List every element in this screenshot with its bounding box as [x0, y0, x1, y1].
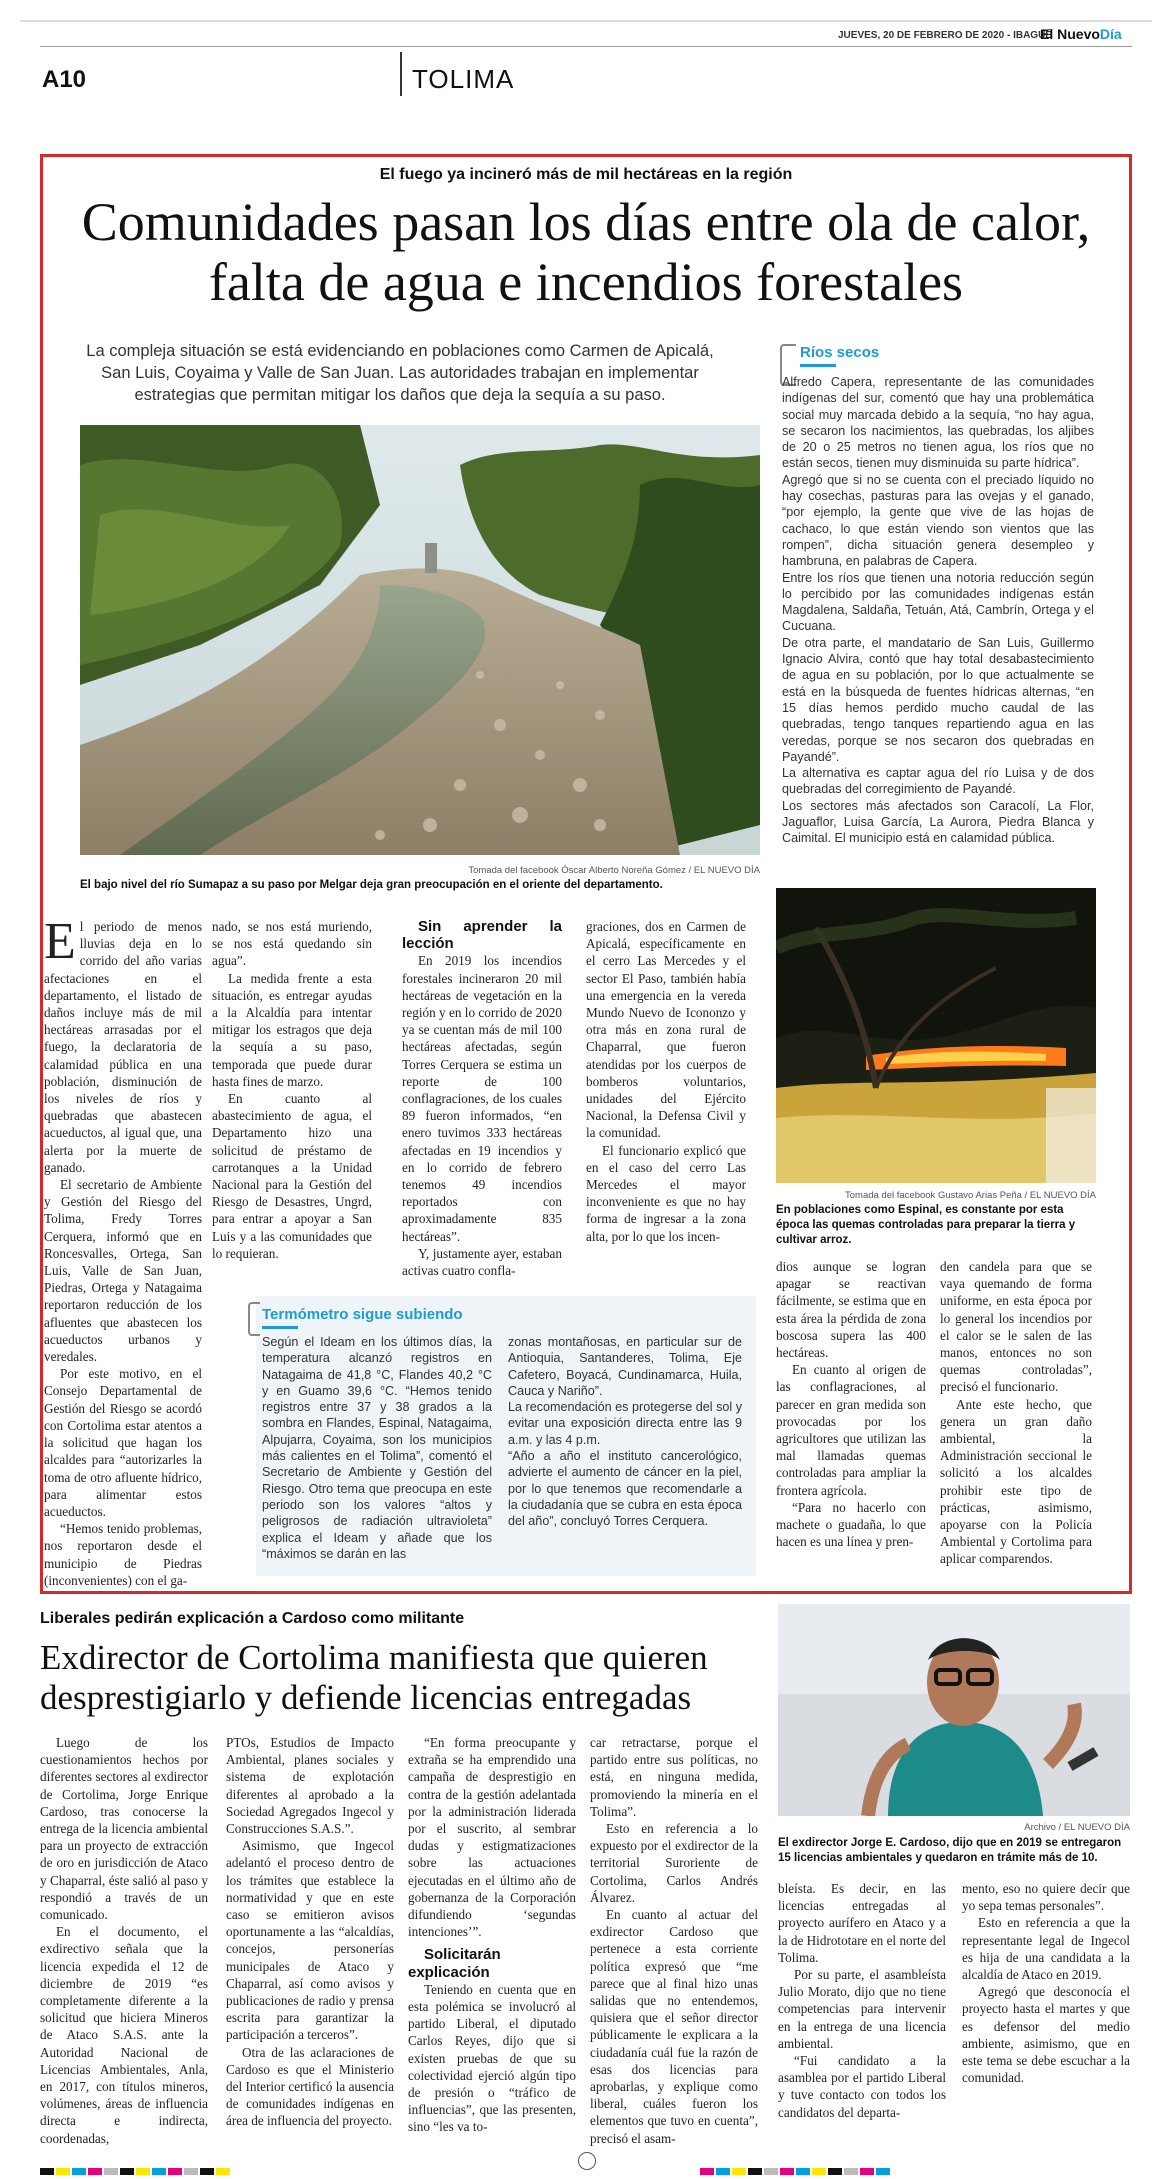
box-paragraph: La recomendación es protegerse del sol y evitar una exposición directa entre las 9 a.m. y las 4 p.m.	[508, 1400, 742, 1447]
sidebar-body	[782, 374, 1094, 847]
cardoso-photo-credit: Archivo / EL NUEVO DÍA	[1024, 1822, 1130, 1833]
article1-paragraph: Y, justamente ayer, estaban activas cuatro confla-	[402, 1245, 562, 1279]
sidebar-title-underline	[800, 364, 836, 367]
box-title: Termómetro sigue subiendo	[262, 1306, 463, 1323]
article2-paragraph: Luego de los cuestionamientos hechos por diferentes sectores al exdirector de Cortolima, Jorge Enrique Cardoso, tras conocerse la entrega de la licencia ambiental para un proyecto de extracción de oro en jurisdicción de Ataco y Chaparral, éste salió al paso y respondió a través de un comunicado.	[40, 1735, 208, 1923]
drop-cap: E	[44, 913, 76, 970]
article1-paragraph: En cuanto al abastecimiento de agua, el Departamento hizo una solicitud de préstamo de carrotanques a la Unidad Nacional para la Gestión del Riesgo de Desastres, Ungrd, para entrar a apoyar a San Luis y a las comunidades que lo requieran.	[212, 1091, 372, 1261]
article1-subhead: Sin aprender la lección	[402, 918, 562, 953]
article1-paragraph: Por este motivo, en el Consejo Departamental de Gestión del Riesgo se acordó con Cortolima estar atentos a la solicitud que hagan los alcaldes para “autorizarles la toma de otro afluente hídrico, para alimentar estos acueductos.	[44, 1366, 202, 1519]
sidebar-paragraph: La alternativa es captar agua del río Luisa y de dos quebradas del corregimiento de Payandé.	[782, 766, 1094, 797]
article2-paragraph: Esto en referencia a que la representante legal de Ingecol es hija de una candidata a la alcaldía de Ataco en 2019.	[962, 1915, 1130, 1983]
river-illustration	[80, 425, 760, 855]
article1-kicker: El fuego ya incineró más de mil hectáreas en la región	[379, 166, 793, 183]
article2-paragraph: “En forma preocupante y extraña se ha emprendido una campaña de desprestigio en contra de la gestión adelantada por la administración liderada por el suscrito, al sembrar dudas y estigmatizaciones sobre las actuaciones ejecutadas en el último año de gobernanza de la Corporación difundiendo ‘segundas intenciones’”.	[408, 1735, 576, 1940]
sidebar-paragraph: Alfredo Capera, representante de las comunidades indígenas del sur, comentó que hay una problemática social muy marcada debido a la sequía, “no hay agua, se secaron los nacimientos, las quebradas, los aljibes de 20 o 25 metros no tienen agua, los ríos que no están secos, tienen muy disminuida su parte hídrica”.	[782, 375, 1094, 471]
article1-lead: La compleja situación se está evidenciando en poblaciones como Carmen de Apicalá, San Luis, Coyaima y Valle de San Juan. Las autoridades trabajan en implementar estrategias que permitan mitigar los daños que deja la sequía a su paso.	[86, 342, 714, 404]
article2-column-2	[226, 1734, 394, 2130]
article1-paragraph: “Para no hacerlo con machete o guadaña, lo que hacen es una línea y pren-	[776, 1499, 926, 1550]
article2-column-1	[40, 1734, 208, 2147]
fire-photo-credit: Tomada del facebook Gustavo Arias Peña / EL NUEVO DÍA	[845, 1190, 1096, 1201]
fire-photo	[776, 888, 1096, 1183]
article1-paragraph: graciones, dos en Carmen de Apicalá, específicamente en el cerro Las Mercedes y el sector El Paso, también había una emergencia en la vereda Mundo Nuevo de Icononzo y otra más en zona rural de Chaparral, que fueron atendidas por los cuerpos de bomberos voluntarios, unidades del Ejército Nacional, la Defensa Civil y la comunidad.	[586, 919, 746, 1141]
river-photo-credit: Tomada del facebook Óscar Alberto Noreña Gómez / EL NUEVO DÍA	[468, 865, 760, 876]
article2-paragraph: mento, eso no quiere decir que yo sepa temas personales”.	[962, 1881, 1130, 1914]
sidebar-title: Ríos secos	[800, 344, 880, 361]
article1-paragraph: “Hemos tenido problemas, nos reportaron desde el municipio de Piedras (inconvenientes) con el ga-	[44, 1521, 202, 1588]
article2-paragraph: “Fui candidato a la asamblea por el partido Liberal y tuve contacto con todos los candidatos del departa-	[778, 2053, 946, 2120]
article2-paragraph: PTOs, Estudios de Impacto Ambiental, planes sociales y sistema de explotación diferentes al aprobado a la Sociedad Agregados Ingecol y Construcciones S.A.S.”.	[226, 1735, 394, 1837]
article2-column-4	[590, 1734, 758, 2147]
article2-paragraph: En cuanto al actuar del exdirector Cardoso que pertenece a esta corriente política expresó que “me parece que al final hizo unas salidas que no entendemos, quisiera que el señor director públicamente le explicara a la ciudadanía cuál fue la razón de esas dos licencias para aprobarlas, y explique como liberal, cuáles fueron los elementos que tuvo en cuenta”, precisó el asam-	[590, 1907, 758, 2146]
brand-prefix: El Nuevo	[1040, 26, 1100, 42]
article2-paragraph: Por su parte, el asambleísta Julio Morato, dijo que no tiene competencias para intervenir en la entrega de una licencia ambiental.	[778, 1967, 946, 2051]
article2-paragraph: bleísta. Es decir, en las licencias entregadas al proyecto aurífero en Ataco y a la de Hidrototare en el norte del Tolima.	[778, 1881, 946, 1965]
color-bar-right	[700, 2160, 892, 2179]
box-column-1	[262, 1334, 492, 1562]
section-title: TOLIMA	[412, 64, 515, 94]
section-divider	[400, 52, 402, 96]
article2-paragraph: Agregó que desconocía el proyecto hasta el martes y que es defensor del medio ambiente, asimismo, que en este tema se debe escuchar a la comunidad.	[962, 1984, 1130, 2086]
article2-paragraph: Teniendo en cuenta que en esta polémica se involucró al partido Liberal, el diputado Carlos Reyes, dijo que si existen pruebas de que su colectividad ejerció algún tipo de presión o “tráfico de influencias”, que las presenten, sino “les va to-	[408, 1981, 576, 2135]
article1-col1-first: El periodo de menos lluvias deja en lo corrido del año varias afectaciones en el departamento, el listado de daños incluye más de mil hectáreas arrasadas por el fuego, la declaratoria de calamidad pública en una población, disminución de los niveles de ríos y quebradas que abastecen acueductos, al igual que, una alerta por la muerte de ganado.	[44, 913, 202, 1175]
box-paragraph: “Año a año el instituto cancerológico, advierte el aumento de cáncer en la piel, por lo que tenemos que recomendarle a la ciudadanía que se cubra en esta época del año”, concluyó Torres Cerquera.	[508, 1449, 742, 1529]
brand-logo	[1040, 26, 1122, 42]
article2-headline: Exdirector de Cortolima manifiesta que quieren desprestigiarlo y defiende licencias entregadas	[40, 1638, 708, 1717]
river-photo	[80, 425, 760, 855]
article1-paragraph: El funcionario explicó que en el caso del cerro Las Mercedes el mayor inconveniente es que no hay forma de ingresar a la zona alta, por lo que los incen-	[586, 1142, 746, 1244]
article2-column-5	[778, 1880, 946, 2121]
article1-paragraph: nado, se nos está muriendo, se nos está quedando sin agua”.	[212, 919, 372, 969]
brand-suffix: Día	[1099, 26, 1122, 42]
article1-column-6	[940, 1258, 1092, 1568]
article1-paragraph: En cuanto al origen de las conflagraciones, al parecer en gran medida son provocadas por los agricultores que utilizan las mal llamadas quemas controladas para ampliar la frontera agrícola.	[776, 1362, 926, 1498]
article1-column-3	[402, 918, 562, 1279]
article2-paragraph: car retractarse, porque el partido entre sus políticas, no está, en ninguna medida, promoviendo la minería en el Tolima”.	[590, 1735, 758, 1819]
header-date: JUEVES, 20 DE FEBRERO DE 2020 - IBAGUÉ	[838, 30, 1052, 41]
article2-paragraph: Esto en referencia a lo expuesto por el exdirector de la territorial Suroriente de Cortolima, Carlos Andrés Álvarez.	[590, 1821, 758, 1905]
article1-paragraph: Ante este hecho, que genera un gran daño ambiental, la Administración seccional le solicitó a los alcaldes prohibir este tipo de prácticas, asimismo, apoyarse con la Policía Ambiental y Cortolima para aplicar comparendos.	[940, 1396, 1092, 1567]
river-photo-caption: El bajo nivel del río Sumapaz a su paso por Melgar deja gran preocupación en el oriente del departamento.	[80, 879, 663, 891]
box-paragraph: Según el Ideam en los últimos días, la temperatura alcanzó registros en Natagaima de 41,8 °C, Flandes 40,2 °C y en Guamo 39,6 °C. “Hemos tenido registros entre 37 y 38 grados a la sombra en Flandes, Espinal, Natagaima, Alpujarra, Coyaima, son los municipios más calientes en el Tolima”, comentó el Secretario de Ambiente y Gestión del Riesgo. Otro tema que preocupa en este periodo son los valores “altos y peligrosos de radiación ultravioleta” explica el Ideam y añade que los “máximos se darán en las	[262, 1335, 492, 1561]
box-paragraph: zonas montañosas, en particular sur de Antioquia, Santanderes, Tolima, Eje Cafetero, Boyacá, Cundinamarca, Huila, Cauca y Nariño”.	[508, 1335, 742, 1398]
article1-paragraph: El secretario de Ambiente y Gestión del Riesgo del Tolima, Fredy Torres Cerquera, informó que en Roncesvalles, Ortega, San Luis, Valle de San Juan, Piedras, Ortega y Natagaima reportaron reducción de los afluentes que abastecen los acueductos urbanos y veredales.	[44, 1177, 202, 1365]
article1-column-2	[212, 918, 372, 1262]
sidebar-paragraph: Agregó que si no se cuenta con el preciado líquido no hay cosechas, pasturas para las ovejas y el ganado, “por ejemplo, la gente que vive de las hojas de cachaco, lo que están viendo son vientos que las rompen”, dicha situación genera desempleo y hambruna, en palabras de Capera.	[782, 472, 1094, 569]
fire-photo-caption: En poblaciones como Espinal, es constante por esta época las quemas controladas para preparar la tierra y cultivar arroz.	[776, 1204, 1076, 1246]
article1-paragraph: La medida frente a esta situación, es entregar ayudas a la Alcaldía para intentar mitigar los estragos que deja la sequía a su paso, temporada que puede durar hasta fines de marzo.	[212, 970, 372, 1089]
article1-paragraph: den candela para que se vaya quemando de forma uniforme, en esta época por lo general los incendios por el calor se le salen de las manos, entonces no son quemas controladas”, precisó el funcionario.	[940, 1259, 1092, 1395]
article2-kicker: Liberales pedirán explicación a Cardoso como militante	[40, 1610, 465, 1627]
box-title-underline	[262, 1326, 298, 1329]
article1-paragraph: dios aunque se logran apagar se reactivan fácilmente, se estima que en esta área la pérdida de zona boscosa supera las 400 hectáreas.	[776, 1259, 926, 1361]
article1-paragraph: En 2019 los incendios forestales incineraron 20 mil hectáreas de vegetación en la región y en lo corrido de 2020 ya se cuentan más de mil 100 hectáreas afectadas, según Torres Cerquera se estima un reporte de 100 conflagraciones, de los cuales 89 fueron informados, “en enero tuvimos 333 hectáreas afectadas en 19 incendios y en lo corrido de febrero tenemos 49 incendios reportados con aproximadamente 835 hectáreas”.	[402, 953, 562, 1244]
cardoso-photo	[778, 1604, 1130, 1816]
article2-column-6	[962, 1880, 1130, 2086]
sidebar-paragraph: Entre los ríos que tienen una notoria reducción según lo percibido por las comunidades indígenas están Magdalena, Saldaña, Tetuán, Atá, Cambrín, Ortega y el Cucuana.	[782, 570, 1094, 634]
article2-paragraph: En el documento, el exdirectivo señala que la licencia expedida el 12 de diciembre de 2019 “es completamente diferente a la solicitud que hiciera Mineros de Ataco S.A.S. ante la Autoridad Nacional de Licencias Ambientales, Anla, en 2017, con títulos mineros, volúmenes, áreas de influencia directa e indirecta, coordenadas,	[40, 1924, 208, 2146]
color-bar-left	[40, 2160, 232, 2179]
article2-subhead: Solicitarán explicación	[408, 1946, 501, 1981]
article1-headline: Comunidades pasan los días entre ola de calor, falta de agua e incendios forestales	[81, 192, 1091, 312]
cardoso-illustration	[778, 1604, 1130, 1816]
sidebar-paragraph: Los sectores más afectados son Caracolí, La Flor, Jaguaflor, Luisa García, La Aurora, Piedra Blanca y Caimital. El municipio está en calamidad pública.	[782, 798, 1094, 846]
header-rule	[40, 46, 1132, 47]
box-column-2	[508, 1334, 742, 1530]
article1-column-1	[44, 913, 202, 1589]
article2-paragraph: Otra de las aclaraciones de Cardoso es que el Ministerio del Interior certificó la ausencia de comunidades indígenas en área de influencia del proyecto.	[226, 2044, 394, 2129]
cardoso-photo-caption: El exdirector Jorge E. Cardoso, dijo que en 2019 se entregaron 15 licencias ambientales y quedaron en trámite más de 10.	[778, 1837, 1122, 1864]
registration-mark-top	[20, 20, 1152, 22]
article2-paragraph: Asimismo, que Ingecol adelantó el proceso dentro de los trámites que establece la normatividad y que en este caso se emitieron avisos oportunamente a las “alcaldías, concejos, personerías municipales de Ataco y Chaparral, así como avisos y publicaciones de radio y prensa escrita para garantizar la participación a terceros”.	[226, 1838, 394, 2043]
box-bracket	[248, 1302, 260, 1336]
article1-column-4	[586, 918, 746, 1245]
registration-crosshair	[578, 2152, 596, 2170]
fire-illustration	[776, 888, 1096, 1183]
sidebar-paragraph: De otra parte, el mandatario de San Luis, Guillermo Ignacio Alvira, contó que hay total desabastecimiento de agua en su población, por lo que actualmente se está en la búsqueda de fuentes hídricas alternas, “en 15 días hemos perdido mucho caudal de las quebradas, tengo tanques repartiendo agua en las veredas, porque se nos secaron dos quebradas en Payandé”.	[782, 635, 1094, 764]
article2-column-3	[408, 1734, 576, 2136]
page-number: A10	[42, 66, 87, 93]
article1-column-5	[776, 1258, 926, 1550]
